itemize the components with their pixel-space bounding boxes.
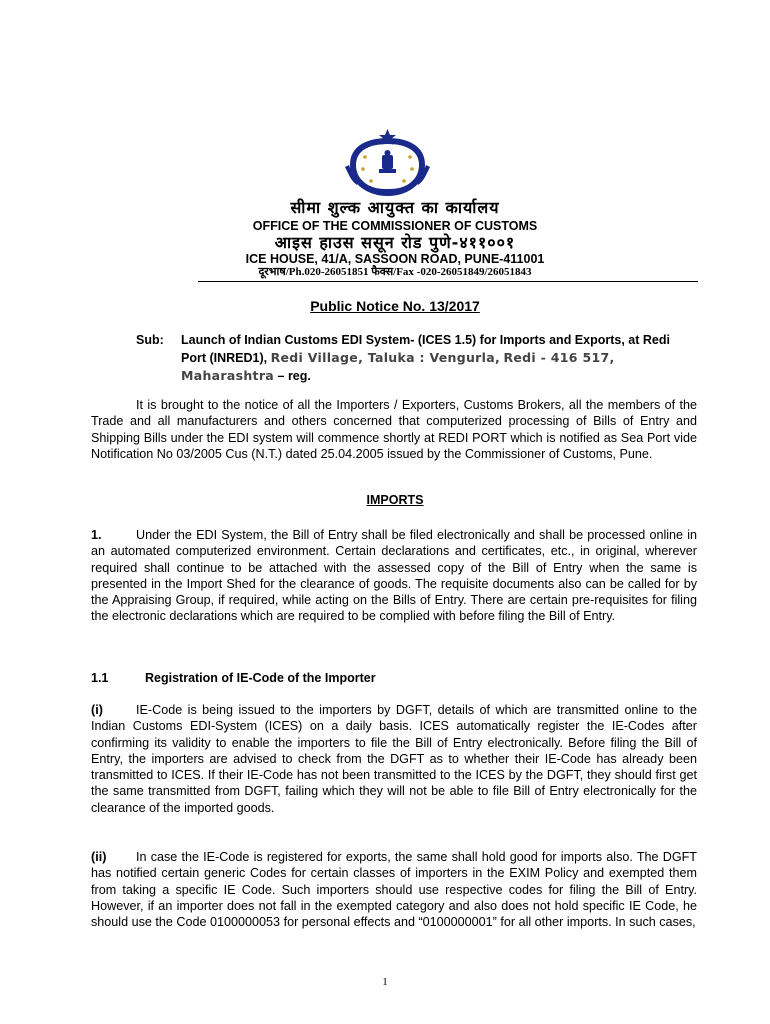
paragraph-1-text: Under the EDI System, the Bill of Entry shall be filed electronically and shall be processed online in an automated computerized environment. Certain declarations and certificates, etc., in original, wherever required shall continue to be attached with the assessed copy of the Bill of Entry when the same is presented in the Import Shed for the clearance of goods. The requisite documents also can be called for by the Appraising Group, if required, while acting on the Bills of Entry. There are certain pre-requisites for filing the electronic declarations which are required to be complied with before filing the Bill of Entry. [91, 528, 697, 624]
paragraph-ii-number: (ii) [91, 850, 107, 864]
paragraph-i-number: (i) [91, 703, 103, 717]
intro-paragraph [91, 397, 697, 462]
phone-number: /Ph.020-26051851 [285, 266, 369, 278]
paragraph-1 [91, 527, 697, 625]
intro-text: It is brought to the notice of all the Importers / Exporters, Customs Brokers, all the members of the Trade and all manufacturers and others concerned that computerized processing of Bills of Entry and Shipping Bills under the EDI system will commence shortly at REDI PORT which is notified as Sea Port vide Notification No 03/2005 Cus (N.T.) dated 25.04.2005 issued by the Commissioner of Customs, Pune. [91, 398, 697, 461]
notice-title: Public Notice No. 13/2017 [310, 298, 480, 314]
address-hindi: आइस हाउस ससून रोड पुणे-४११००१ [274, 233, 516, 252]
office-title-hindi: सीमा शुल्क आयुक्त का कार्यालय [290, 198, 500, 217]
imports-heading: IMPORTS [366, 493, 424, 507]
paragraph-ii-text: In case the IE-Code is registered for exports, the same shall hold good for imports also. The DGFT has notified certain generic Codes for certain classes of importers in the EXIM Policy and exempted them from taking a specific IE Code. Such importers should use respective codes for filing the Bill of Entry. However, if an importer does not fall in the exempted category and also does not hold specific IE Code, he should use the Code 0100000053 for personal effects and “0100000001” for all other imports. In such cases, [91, 850, 697, 930]
subject-village: Redi Village, Taluka : Vengurla, [270, 350, 500, 365]
page-number: 1 [382, 976, 388, 988]
subject-main: Launch of Indian Customs EDI System- (ICES 1.5) for Imports and Exports, at Redi Port (INRED1), [181, 333, 670, 365]
header-divider [198, 281, 698, 282]
paragraph-i [91, 702, 697, 816]
section-1-1-number: 1.1 [91, 671, 109, 685]
address: ICE HOUSE, 41/A, SASSOON ROAD, PUNE-411001 [245, 252, 545, 266]
paragraph-ii [91, 849, 697, 930]
subject-text [181, 332, 696, 385]
fax-number: /Fax -020-26051849/26051843 [393, 266, 532, 278]
office-title: OFFICE OF THE COMMISSIONER OF CUSTOMS [252, 219, 538, 233]
contact-line [90, 267, 700, 278]
paragraph-1-number: 1. [91, 528, 102, 542]
subject-block [136, 332, 696, 385]
phone-label-hindi: दूरभाष [258, 266, 286, 278]
fax-label-hindi: फैक्स [371, 266, 394, 278]
subject-place: Redi - 416 517, Maharashtra [181, 350, 615, 383]
section-1-1-heading [91, 671, 376, 685]
section-1-1-title: Registration of IE-Code of the Importer [145, 671, 376, 685]
paragraph-i-text: IE-Code is being issued to the importers by DGFT, details of which are transmitted online to the Indian Customs EDI-System (ICES) on a daily basis. ICES automatically register the IE-Codes after confirming its validity to enable the importers to file the Bill of Entry electronically. Before filing the Bill of Entry, the importers are advised to check from the DGFT as to whether their IE-Code has already been transmitted to ICES. If their IE-Code has not been transmitted to the ICES by the DGFT, they should first get the same transmitted from DGFT, failing which they will not be able to file Bill of Entry electronically for the clearance of the imported goods. [91, 703, 697, 815]
customs-emblem-icon [335, 125, 440, 200]
subject-label: Sub: [136, 333, 164, 347]
subject-reg: – reg. [277, 369, 311, 383]
